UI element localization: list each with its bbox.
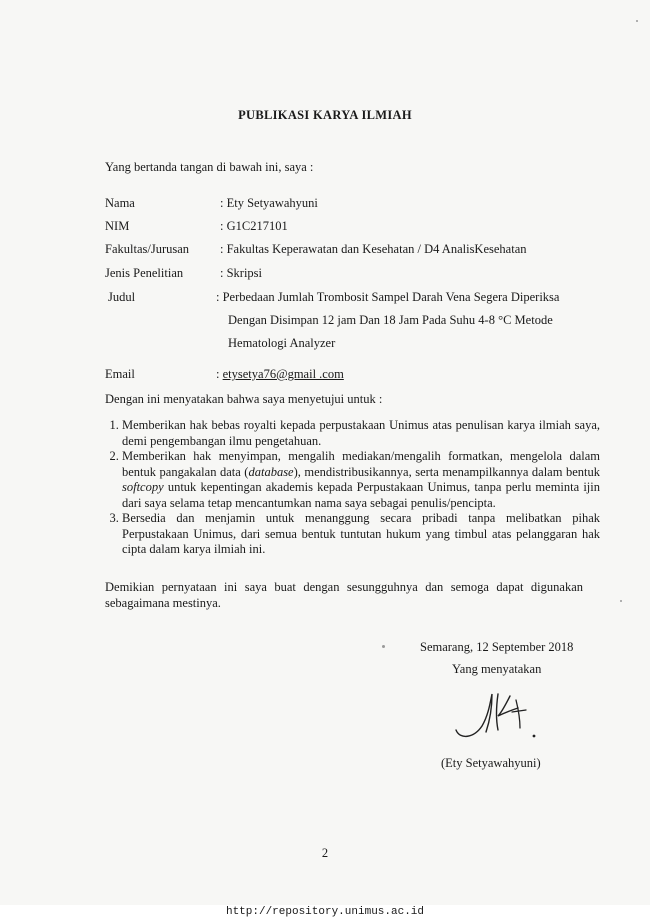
agreement-list (105, 418, 600, 558)
field-value-nim: : G1C217101 (220, 219, 288, 233)
field-value-fakultas: : Fakultas Keperawatan dan Kesehatan / D4 AnalisKesehatan (220, 242, 527, 256)
field-value-jenis-penelitian: : Skripsi (220, 266, 263, 280)
place-date: Semarang, 12 September 2018 (420, 640, 574, 654)
field-value-email (216, 367, 344, 382)
footer-url-link[interactable]: http://repository.unimus.ac.id (225, 906, 425, 918)
field-value-judul-line2: Dengan Disimpan 12 jam Dan 18 Jam Pada Suhu 4-8 °C Metode (228, 313, 553, 327)
field-value-nama: : Ety Setyawahyuni (220, 196, 318, 210)
closing-paragraph: Demikian pernyataan ini saya buat dengan sesungguhnya dan semoga dapat digunakan sebagaimana mestinya. (105, 580, 583, 610)
scan-speck (636, 20, 638, 22)
signer-role: Yang menyatakan (452, 662, 542, 676)
list-item: 1. Memberikan hak bebas royalti kepada perpustakaan Unimus atas penulisan karya ilmiah saya, demi pengembangan ilmu pengetahuan. (122, 418, 600, 449)
field-label-nama: Nama (105, 196, 135, 210)
list-item: 3. Bersedia dan menjamin untuk menanggung secara pribadi tanpa melibatkan pihak Perpustakaan Unimus, dari semua bentuk tuntutan hukum yang timbul atas pelanggaran hak cipta dalam karya ilmiah ini. (122, 511, 600, 558)
field-label-email: Email (105, 367, 135, 381)
field-value-judul-line1: : Perbedaan Jumlah Trombosit Sampel Darah Vena Segera Diperiksa (216, 290, 560, 304)
item-text-part: Memberikan hak menyimpan, mengalih mediakan/mengalih formatkan, mengelola dalam bentuk pangakalan data ( (122, 449, 600, 479)
scan-speck (620, 600, 622, 602)
field-label-fakultas: Fakultas/Jurusan (105, 242, 190, 256)
field-label-nim: NIM (105, 219, 130, 233)
field-value-judul-line3: Hematologi Analyzer (228, 336, 336, 350)
repository-footer (0, 905, 650, 919)
email-link[interactable]: etysetya76@gmail .com (222, 367, 344, 381)
field-label-judul: Judul (108, 290, 136, 304)
item-italic-term: database (248, 464, 294, 479)
signature-image (452, 686, 552, 746)
item-text-part: ), mendistribusikannya, serta menampilkannya dalam bentuk (293, 464, 600, 479)
item-text-part: untuk kepentingan akademis kepada Perpustakaan Unimus, tanpa perlu meminta ijin dari saya selama tetap mencantumkan nama saya sebagai penulis/pencipta. (122, 480, 600, 510)
item-italic-term: softcopy (122, 480, 164, 494)
document-title: PUBLIKASI KARYA ILMIAH (238, 108, 412, 122)
intro-text: Yang bertanda tangan di bawah ini, saya : (105, 160, 314, 174)
email-colon: : (216, 367, 223, 381)
scan-speck (382, 645, 385, 648)
statement-text: Dengan ini menyatakan bahwa saya menyetujui untuk : (105, 392, 383, 406)
list-item (122, 449, 600, 511)
field-label-jenis-penelitian: Jenis Penelitian (105, 266, 184, 280)
signer-name: (Ety Setyawahyuni) (441, 756, 541, 770)
page-number: 2 (321, 846, 329, 860)
